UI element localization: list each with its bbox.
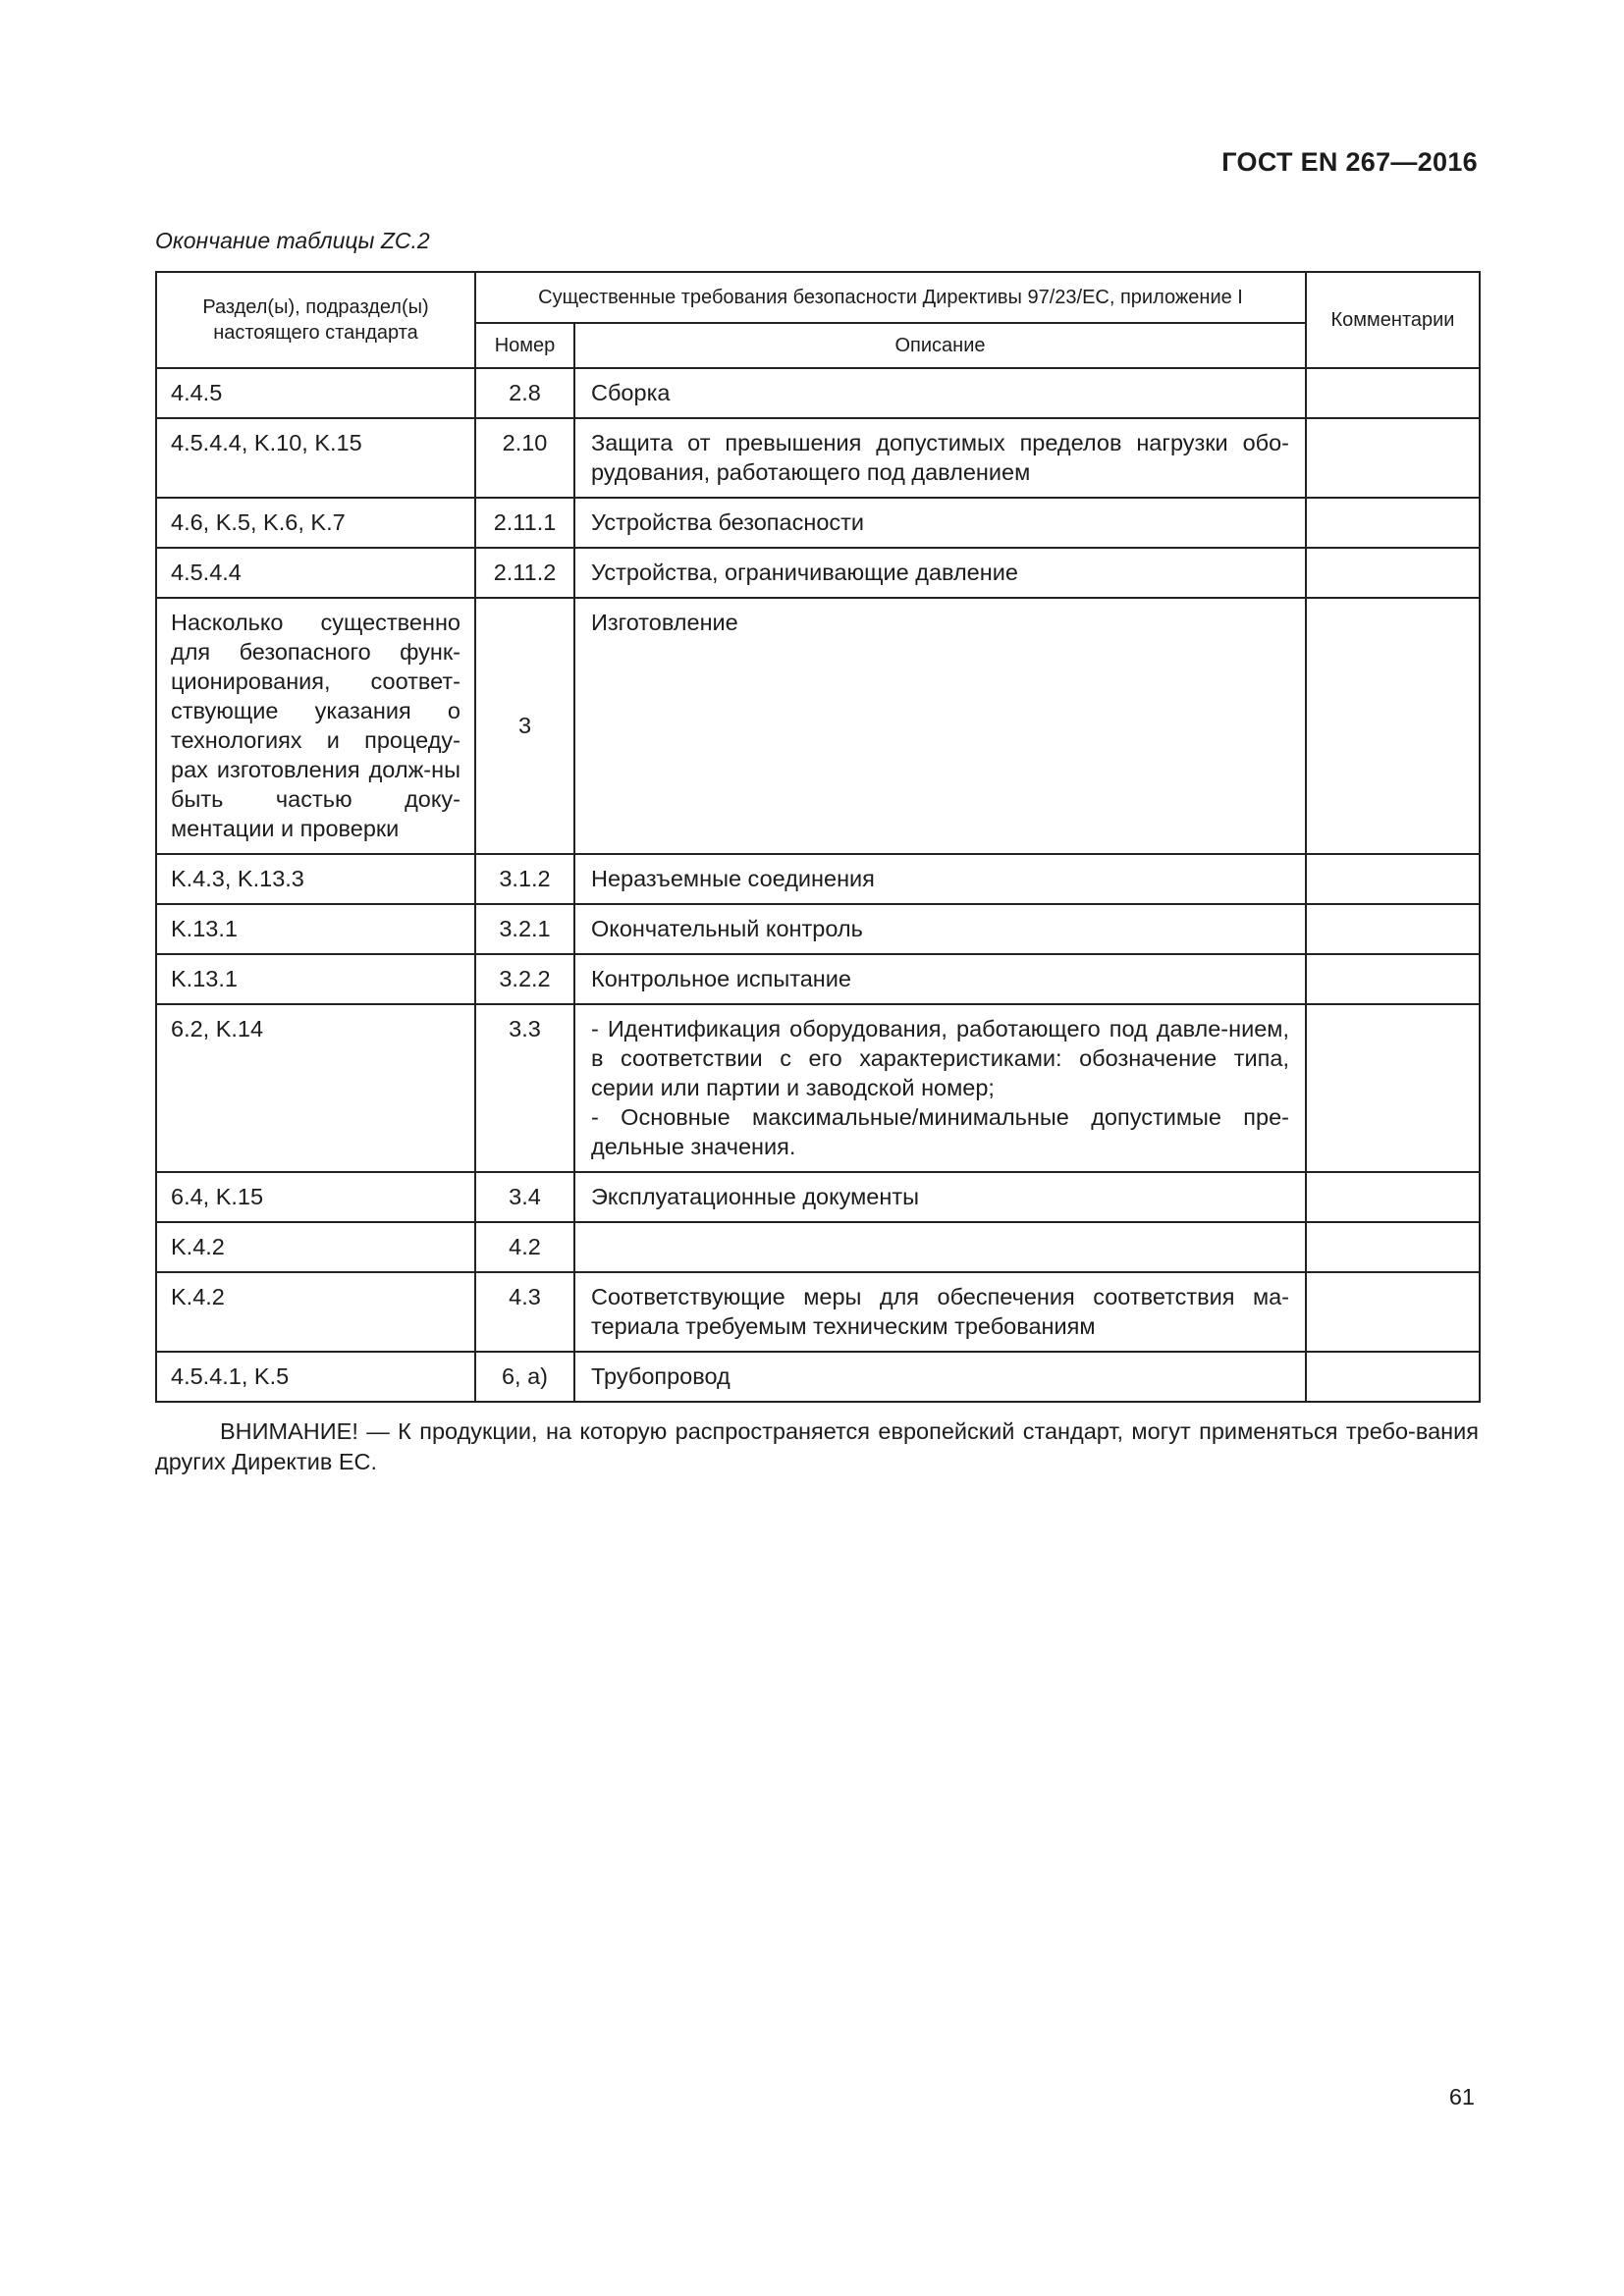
table-row (156, 904, 1480, 954)
cell-comment (1306, 954, 1480, 1004)
cell-description: Контрольное испытание (574, 954, 1306, 1004)
table-row (156, 1352, 1480, 1402)
warning-text: ВНИМАНИЕ! — К продукции, на которую распространяется европейский стандарт, могут применяться требо-вания других Директив ЕС. (155, 1418, 1479, 1474)
cell-description: Трубопровод (574, 1352, 1306, 1402)
header-number: Номер (475, 323, 574, 368)
table-caption: Окончание таблицы ZC.2 (155, 228, 430, 253)
table-row (156, 598, 1480, 854)
cell-description: Соответствующие меры для обеспечения соответствия ма-териала требуемым техническим требованиям (574, 1272, 1306, 1352)
cell-number: 4.3 (475, 1272, 574, 1352)
cell-description: Защита от превышения допустимых пределов нагрузки обо-рудования, работающего под давлением (574, 418, 1306, 498)
cell-comment (1306, 418, 1480, 498)
cell-section: K.4.3, K.13.3 (156, 854, 475, 904)
table-row (156, 498, 1480, 548)
cell-comment (1306, 1272, 1480, 1352)
header-section: Раздел(ы), подраздел(ы) настоящего стандарта (156, 272, 475, 368)
table-row (156, 418, 1480, 498)
cell-comment (1306, 548, 1480, 598)
cell-number: 3.2.2 (475, 954, 574, 1004)
table-row (156, 368, 1480, 418)
table-row (156, 1272, 1480, 1352)
cell-comment (1306, 1004, 1480, 1172)
header-description: Описание (574, 323, 1306, 368)
cell-number: 3 (475, 598, 574, 854)
cell-description: Изготовление (574, 598, 1306, 854)
cell-description: Неразъемные соединения (574, 854, 1306, 904)
description-line: - Основные максимальные/минимальные допустимые пре-дельные значения. (591, 1104, 1289, 1159)
cell-section: 4.5.4.4 (156, 548, 475, 598)
table-row (156, 954, 1480, 1004)
cell-number: 2.11.1 (475, 498, 574, 548)
cell-comment (1306, 598, 1480, 854)
table-row (156, 1172, 1480, 1222)
header-comments: Комментарии (1306, 272, 1480, 368)
cell-description (574, 1222, 1306, 1272)
cell-section: 6.4, K.15 (156, 1172, 475, 1222)
description-line: - Идентификация оборудования, работающего под давле-нием, в соответствии с его характеристиками: обозначение типа, серии или партии и заводской номер; (591, 1016, 1289, 1100)
cell-comment (1306, 1222, 1480, 1272)
cell-number: 3.3 (475, 1004, 574, 1172)
warning-note (155, 1416, 1479, 1477)
cell-section: K.13.1 (156, 954, 475, 1004)
cell-comment (1306, 854, 1480, 904)
requirements-table (155, 271, 1481, 1403)
cell-description: Устройства, ограничивающие давление (574, 548, 1306, 598)
cell-description: Окончательный контроль (574, 904, 1306, 954)
cell-section: K.4.2 (156, 1272, 475, 1352)
cell-comment (1306, 904, 1480, 954)
table-row (156, 1222, 1480, 1272)
cell-section: K.13.1 (156, 904, 475, 954)
cell-section: 4.5.4.1, K.5 (156, 1352, 475, 1402)
cell-number: 2.11.2 (475, 548, 574, 598)
table-row (156, 1004, 1480, 1172)
cell-number: 3.4 (475, 1172, 574, 1222)
cell-section: Насколько существенно для безопасного функ-ционирования, соответ-ствующие указания о технологиях и процеду-рах изготовления долж-ны быть частью доку-ментации и проверки (156, 598, 475, 854)
page-number: 61 (1448, 2084, 1475, 2109)
cell-comment (1306, 1172, 1480, 1222)
cell-number: 2.10 (475, 418, 574, 498)
cell-comment (1306, 498, 1480, 548)
cell-description (574, 1004, 1306, 1172)
header-requirements: Существенные требования безопасности Директивы 97/23/ЕС, приложение I (475, 272, 1306, 323)
cell-number: 3.1.2 (475, 854, 574, 904)
cell-number: 6, a) (475, 1352, 574, 1402)
cell-section: K.4.2 (156, 1222, 475, 1272)
document-code: ГОСТ EN 267—2016 (1221, 147, 1478, 177)
cell-section: 4.4.5 (156, 368, 475, 418)
cell-section: 4.6, K.5, K.6, K.7 (156, 498, 475, 548)
table-row (156, 548, 1480, 598)
cell-comment (1306, 1352, 1480, 1402)
cell-number: 3.2.1 (475, 904, 574, 954)
cell-section: 6.2, K.14 (156, 1004, 475, 1172)
cell-number: 4.2 (475, 1222, 574, 1272)
cell-description: Эксплуатационные документы (574, 1172, 1306, 1222)
cell-description: Сборка (574, 368, 1306, 418)
cell-number: 2.8 (475, 368, 574, 418)
cell-description: Устройства безопасности (574, 498, 1306, 548)
cell-comment (1306, 368, 1480, 418)
cell-section: 4.5.4.4, K.10, K.15 (156, 418, 475, 498)
table-row (156, 854, 1480, 904)
